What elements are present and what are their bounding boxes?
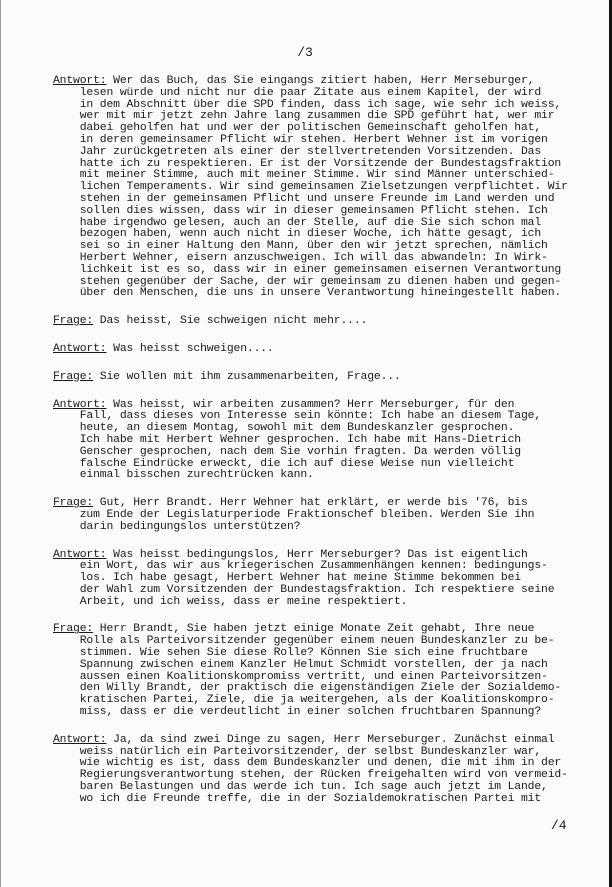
line-text: zum Ende der Legislaturperiode Fraktionschef bleiben. Werden Sie ihn xyxy=(53,508,535,521)
line-text: Was heisst schweigen.... xyxy=(106,342,274,355)
line-text: Wer das Buch, das Sie eingangs zitiert haben, Herr Merseburger, xyxy=(106,75,535,87)
line-text: lichen Temperaments. Wir sind gemeinsamen Zielsetzungen verpflichtet. Wir xyxy=(53,181,568,194)
line-text: einmal bisschen zurechtrücken kann. xyxy=(53,469,314,482)
line-text: stehen in der gemeinsamen Pflicht und unsere Freunde im Land werden und xyxy=(53,192,555,205)
text-line xyxy=(53,522,571,534)
line-text: hatte ich zu respektieren. Er ist der Vorsitzende der Bundestagsfraktion xyxy=(53,157,562,170)
line-text: Sie wollen mit ihm zusammenarbeiten, Frage... xyxy=(93,370,401,383)
speaker-label: Antwort: xyxy=(53,733,107,746)
line-text: baren Belastungen und das werde ich tun. Ich sage auch jetzt im Lande, xyxy=(53,781,548,794)
speaker-label: Antwort: xyxy=(53,398,107,411)
line-text: stimmen. Wie sehen Sie diese Rolle? Können Sie sich eine fruchtbare xyxy=(53,647,528,660)
line-text: heute, an diesem Montag, sowohl mit dem Bundeskanzler gesprochen. xyxy=(53,422,515,435)
question-block xyxy=(53,372,571,384)
answer-block xyxy=(53,344,571,356)
line-text: wer mit mir jetzt zehn Jahre lang zusammen die SPD geführt hat, wer mir xyxy=(53,110,555,123)
answer-block xyxy=(53,76,571,300)
line-text: Was heisst bedingungslos, Herr Merseburger? Das ist eigentlich xyxy=(106,548,528,561)
line-text: lichkeit ist es so, dass wir in einer gemeinsamen eisernen Verantwortung xyxy=(53,263,562,276)
answer-block xyxy=(53,550,571,609)
line-text: habe irgendwo gelesen, auch an der Stelle, auf die Sie sich schon mal xyxy=(53,216,542,229)
line-text: Herr Brandt, Sie haben jetzt einige Monate Zeit gehabt, Ihre neue xyxy=(93,623,535,636)
line-text: weiss natürlich ein Parteivorsitzender, der selbst Bundeskanzler war, xyxy=(53,745,542,758)
text-line xyxy=(53,707,571,719)
line-text: in deren gemeinsamer Pflicht wir stehen. Herbert Wehner ist im vorigen xyxy=(53,133,548,146)
speaker-label: Antwort: xyxy=(53,548,107,561)
line-text: der Wahl zum Vorsitzenden der Bundestagsfraktion. Ich respektiere seine xyxy=(53,583,555,596)
line-text: falsche Eindrücke erweckt, die ich auf diese Weise nun vielleicht xyxy=(53,457,515,470)
speaker-label: Frage: xyxy=(53,315,94,328)
line-text: Ja, da sind zwei Dinge zu sagen, Herr Merseburger. Zunächst einmal xyxy=(106,733,555,746)
line-text: ein Wort, das wir aus kriegerischen Zusammenhängen kennen: bedingungs- xyxy=(53,560,548,573)
line-text: stehen gegenüber der Sache, der wir gemeinsam zu dienen haben und gegen- xyxy=(53,275,562,288)
text-line xyxy=(53,344,571,356)
interview-transcript xyxy=(53,76,571,822)
line-text: Arbeit, und ich weiss, dass er meine respektiert. xyxy=(53,595,408,608)
line-text: Genscher gesprochen, nach dem Sie vorhin fragten. Da werden völlig xyxy=(53,445,521,458)
line-text: Rolle als Parteivorsitzender gegenüber einem neuen Bundeskanzler zu be- xyxy=(53,635,555,648)
text-line xyxy=(53,288,571,300)
line-text: den Willy Brandt, der praktisch die eigenständigen Ziele der Sozialdemo- xyxy=(53,682,562,695)
line-text: in dem Abschnitt über die SPD finden, dass ich sage, wie sehr ich weiss, xyxy=(53,98,562,111)
line-text: Ich habe mit Herbert Wehner gesprochen. Ich habe mit Hans-Dietrich xyxy=(53,433,521,446)
line-text: Fall, dass dieses von Interesse sein könnte: Ich habe an diesem Tage, xyxy=(53,410,542,423)
line-text: lesen würde und nicht nur die paar Zitate aus einem Kapitel, der wird xyxy=(53,86,542,99)
text-line xyxy=(53,597,571,609)
answer-block xyxy=(53,400,571,483)
line-text: sei so in einer Haltung den Mann, über den wir jetzt sprechen, nämlich xyxy=(53,240,548,253)
line-text: los. Ich habe gesagt, Herbert Wehner hat meine Stimme bekommen bei xyxy=(53,572,521,585)
line-text: dabei geholfen hat und wer der politischen Gemeinschaft geholfen hat, xyxy=(53,122,542,135)
line-text: kratischen Partei, Ziele, die ja weitergehen, als der Koalitionskompro- xyxy=(53,694,555,707)
question-block xyxy=(53,624,571,718)
line-text: Gut, Herr Brandt. Herr Wehner hat erklärt, er werde bis '76, bis xyxy=(93,497,528,510)
question-block xyxy=(53,498,571,533)
next-page-marker: /4 xyxy=(551,818,567,833)
line-text: Spannung zwischen einem Kanzler Helmut Schmidt vorstellen, der ja nach xyxy=(53,658,548,671)
line-text: Regierungsverantwortung stehen, der Rücken freigehalten wird von vermeid- xyxy=(53,769,568,782)
speaker-label: Frage: xyxy=(53,497,94,510)
line-text: Jahr zurückgetreten als einer der stellvertretenden Vorsitzenden. Das xyxy=(53,145,542,158)
line-text: Das heisst, Sie schweigen nicht mehr.... xyxy=(93,315,368,328)
answer-block xyxy=(53,735,571,806)
line-text: sollen dies wissen, dass wir in dieser gemeinsamen Pflicht stehen. Ich xyxy=(53,204,548,217)
line-text: mit meiner Stimme, auch mit meiner Stimme. Wir sind Männer unterschied- xyxy=(53,169,555,182)
line-text: miss, dass er die verdeutlicht in einer solchen fruchtbaren Spannung? xyxy=(53,706,542,719)
text-line xyxy=(53,470,571,482)
page-number: /3 xyxy=(297,45,313,60)
text-line xyxy=(53,316,571,328)
line-text: über den Menschen, die uns in unsere Verantwortung hineingestellt haben. xyxy=(53,287,562,300)
line-text: bezogen haben, wenn auch nicht in dieser Woche, ich hätte gesagt, ich xyxy=(53,228,542,241)
text-line xyxy=(53,372,571,384)
question-block xyxy=(53,316,571,328)
speaker-label: Antwort: xyxy=(53,75,107,87)
line-text: wie wichtig es ist, dass dem Bundeskanzler und denen, die mit ihm in der xyxy=(53,757,562,770)
speaker-label: Antwort: xyxy=(53,342,107,355)
line-text: Was heisst, wir arbeiten zusammen? Herr Merseburger, für den xyxy=(106,398,515,411)
text-line xyxy=(53,794,571,806)
line-text: wo ich die Freunde treffe, die in der Sozialdemokratischen Partei mit xyxy=(53,792,542,805)
line-text: Herbert Wehner, eisern anzuschweigen. Ich will das abwandeln: In Wirk- xyxy=(53,251,548,264)
line-text: aussen einen Koalitionskompromiss vertritt, und einen Parteivorsitzen- xyxy=(53,670,548,683)
speaker-label: Frage: xyxy=(53,623,94,636)
speaker-label: Frage: xyxy=(53,370,94,383)
line-text: darin bedingungslos unterstützen? xyxy=(53,520,301,533)
